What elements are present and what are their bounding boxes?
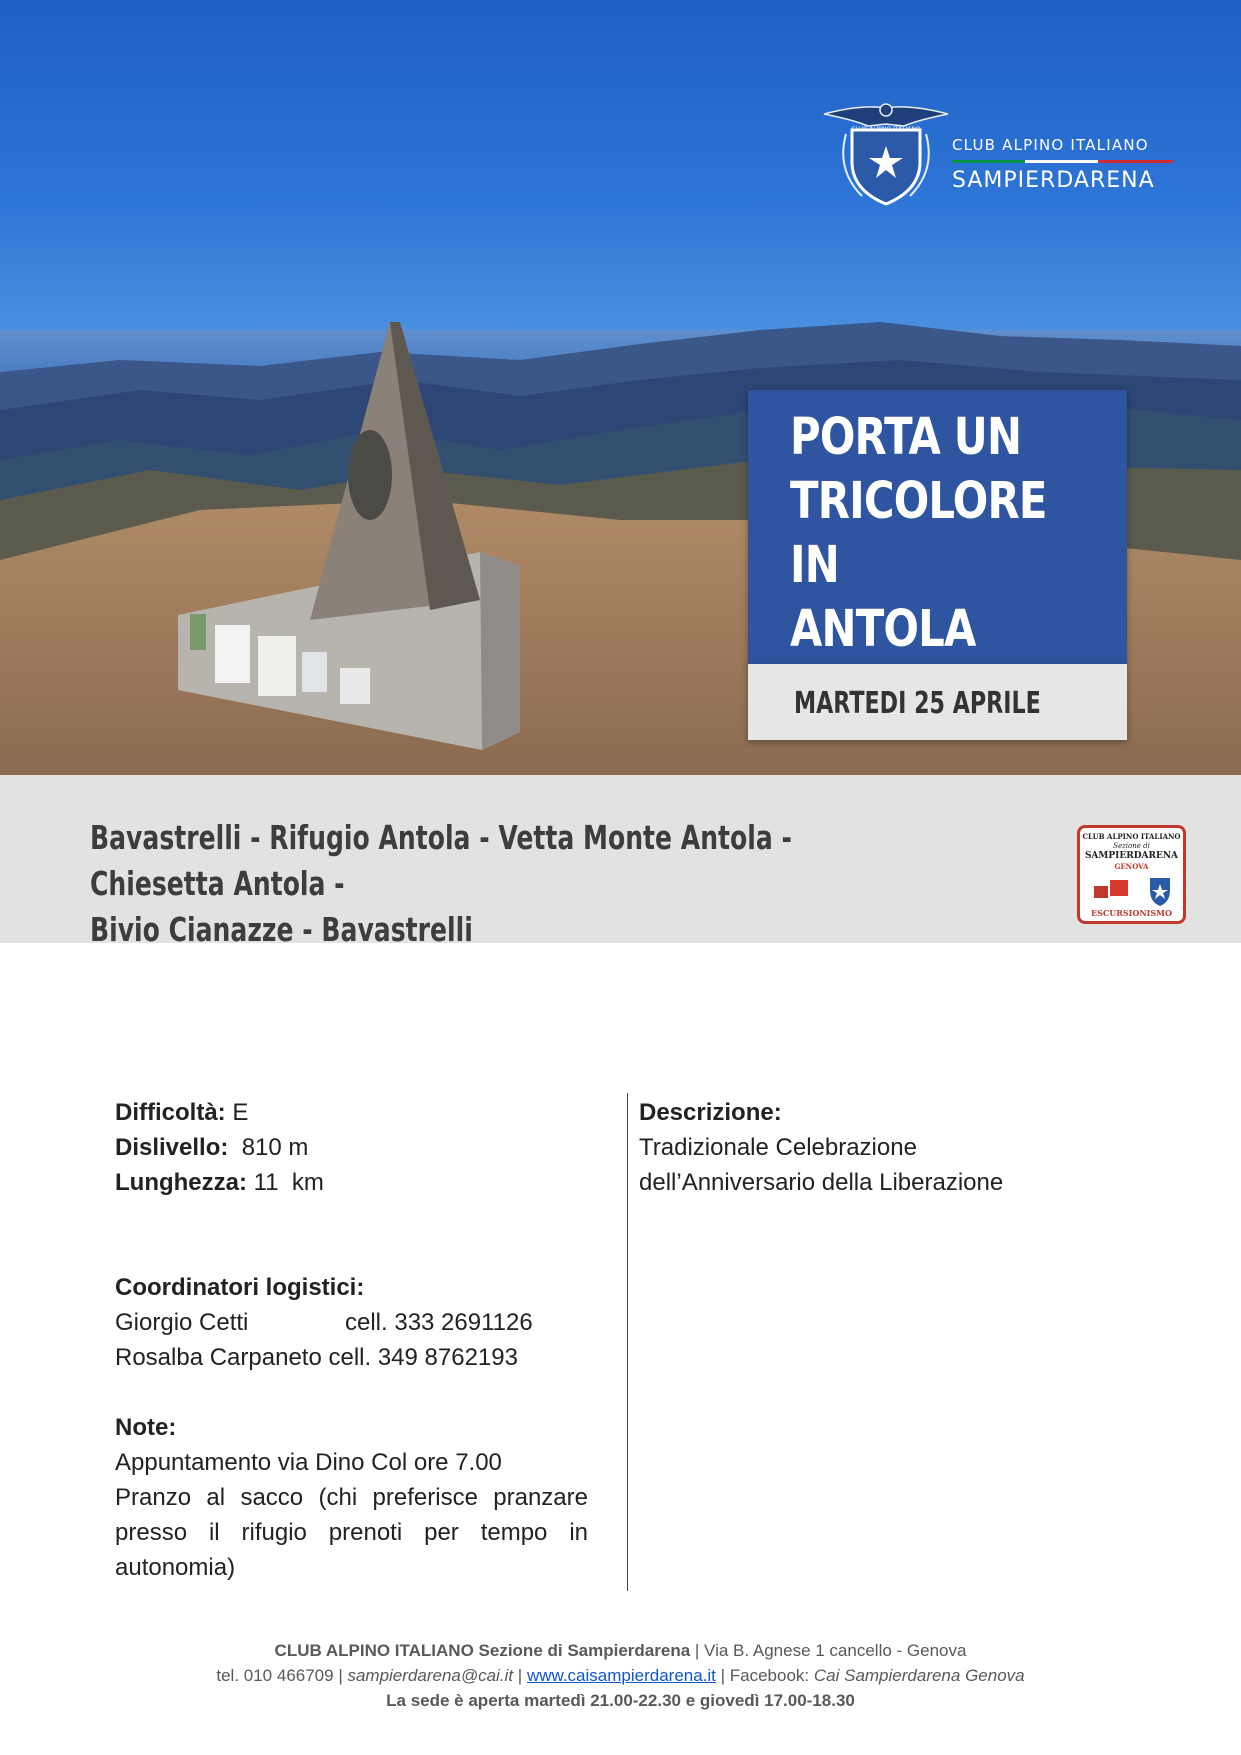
spacer	[115, 1375, 588, 1410]
footer	[0, 1638, 1241, 1713]
footer-hours: La sede è aperta martedì 21.00-22.30 e giovedì 17.00-18.30	[386, 1691, 855, 1710]
footer-facebook-label: | Facebook:	[715, 1666, 814, 1685]
description-line-1: Tradizionale Celebrazione	[639, 1134, 917, 1161]
footer-line-2	[0, 1663, 1241, 1688]
org-name-line1: CLUB ALPINO ITALIANO	[952, 136, 1149, 154]
coordinator-phone: cell. 333 2691126	[345, 1309, 533, 1336]
difficulty-label: Difficoltà:	[115, 1099, 226, 1126]
notes-heading	[115, 1410, 588, 1445]
notes-line-2: Pranzo al sacco (chi preferisce pranzare presso il rifugio prenoti per tempo in autonomia)	[115, 1484, 588, 1581]
event-date: MARTEDI 25 APRILE	[794, 686, 1041, 721]
route-band	[0, 775, 1241, 949]
group-logo-line1: CLUB ALPINO ITALIANO	[1082, 832, 1181, 841]
coordinator-name: Giorgio Cetti	[115, 1309, 249, 1336]
escursionismo-group-logo	[1077, 825, 1186, 924]
footer-separator: |	[513, 1666, 527, 1685]
details-column	[115, 1095, 588, 1585]
eagle-crest-icon	[822, 100, 950, 210]
title-box	[748, 390, 1127, 664]
footer-facebook: Cai Sampierdarena Genova	[813, 1666, 1025, 1685]
description-line-2: dell’Anniversario della Liberazione	[639, 1169, 1004, 1196]
group-logo-line5: ESCURSIONISMO	[1090, 908, 1172, 918]
notes-line-1: Appuntamento via Dino Col ore 7.00	[115, 1449, 502, 1476]
route-line-2: Bivio Cianazze - Bavastrelli	[90, 910, 473, 949]
column-divider	[627, 1093, 628, 1591]
elevation-value: 810 m	[228, 1134, 309, 1161]
length-label: Lunghezza:	[115, 1169, 247, 1196]
description-label: Descrizione:	[639, 1099, 782, 1126]
hero-photo	[0, 0, 1241, 775]
group-logo-line4: GENOVA	[1114, 862, 1149, 871]
route-description	[90, 815, 850, 953]
description-column	[639, 1095, 1099, 1200]
notes-label: Note:	[115, 1414, 177, 1441]
footer-org: CLUB ALPINO ITALIANO Sezione di Sampierdarena	[274, 1641, 691, 1660]
difficulty-row	[115, 1095, 588, 1130]
elevation-row	[115, 1130, 588, 1165]
cai-sampierdarena-logo	[822, 100, 1182, 210]
route-line-1: Bavastrelli - Rifugio Antola - Vetta Monte Antola - Chiesetta Antola -	[90, 818, 792, 903]
website-link[interactable]: www.caisampierdarena.it	[526, 1666, 716, 1685]
crest-text: CLUB ALPINO ITALIANO	[851, 126, 921, 133]
difficulty-value: E	[225, 1099, 249, 1126]
flag-and-shield-icon	[1088, 872, 1178, 908]
coordinators-label: Coordinatori logistici:	[115, 1274, 365, 1301]
group-logo-line2: Sezione di	[1113, 842, 1150, 850]
length-value: 11 km	[247, 1169, 324, 1196]
length-row	[115, 1165, 588, 1200]
footer-address: | Via B. Agnese 1 cancello - Genova	[690, 1641, 967, 1660]
footer-tel: tel. 010 466709 |	[216, 1666, 348, 1685]
coordinators-heading	[115, 1270, 588, 1305]
coordinator-name: Rosalba Carpaneto	[115, 1344, 322, 1371]
footer-email[interactable]: sampierdarena@cai.it	[347, 1666, 514, 1685]
elevation-label: Dislivello:	[115, 1134, 229, 1161]
coordinator-row	[115, 1305, 588, 1340]
org-name-line2: SAMPIERDARENA	[952, 168, 1155, 193]
coordinator-row	[115, 1340, 588, 1375]
footer-line-1	[0, 1638, 1241, 1663]
date-box	[748, 664, 1127, 740]
page-title: PORTA UN TRICOLORE IN ANTOLA	[790, 408, 1047, 659]
description-heading	[639, 1095, 1099, 1130]
coordinator-phone: cell. 349 8762193	[328, 1344, 518, 1371]
footer-line-3	[0, 1688, 1241, 1713]
group-logo-line3: SAMPIERDARENA	[1084, 851, 1179, 861]
tricolor-stripe	[952, 160, 1173, 163]
spacer	[115, 1200, 588, 1270]
